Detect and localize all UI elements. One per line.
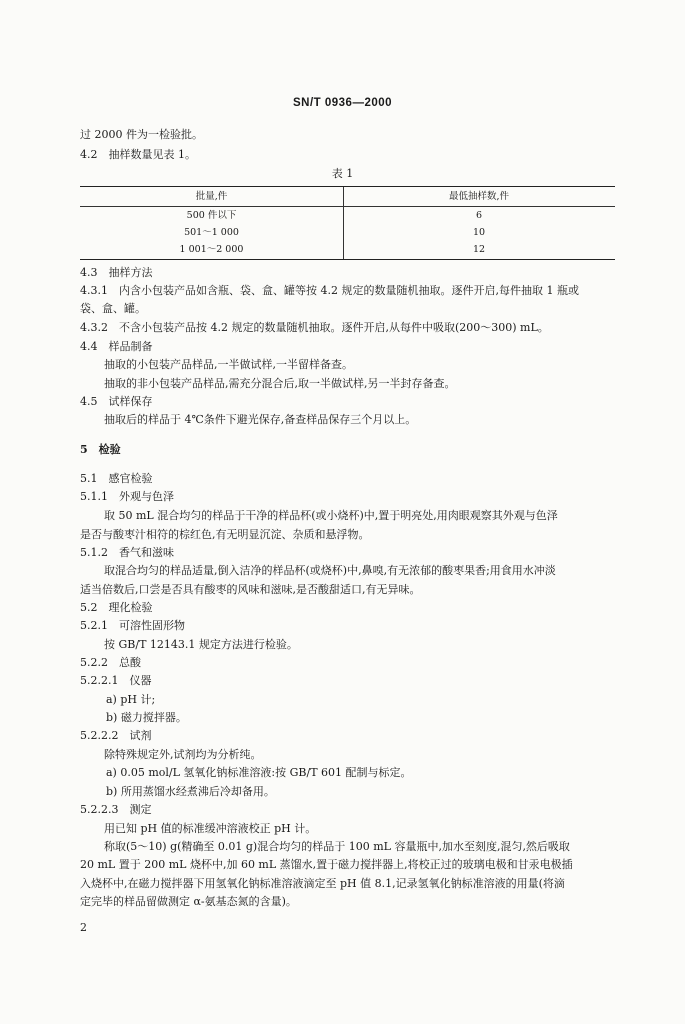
list-item: a) 0.05 mol/L 氢氧化钠标准溶液:按 GB/T 601 配制与标定。: [106, 766, 412, 779]
text-line: 抽取的非小包装产品样品,需充分混合后,取一半做试样,另一半封存备查。: [104, 377, 456, 390]
list-item: a) pH 计;: [106, 693, 156, 706]
heading-5: 5 检验: [80, 443, 121, 456]
page-number: 2: [80, 921, 87, 934]
text-line: 过 2000 件为一检验批。: [80, 128, 203, 141]
heading-4-5: 4.5 试样保存: [80, 395, 153, 408]
table-divider: [343, 187, 344, 259]
text-line: 定完毕的样品留做测定 α-氨基态氮的含量)。: [80, 895, 297, 908]
text-line: 按 GB/T 12143.1 规定方法进行检验。: [104, 638, 298, 651]
list-item: b) 磁力搅拌器。: [106, 711, 187, 724]
text-line: 适当倍数后,口尝是否具有酸枣的风味和滋味,是否酸甜适口,有无异味。: [80, 583, 421, 596]
text-line: 袋、盒、罐。: [80, 302, 146, 315]
table-cell-batch: 500 件以下: [186, 210, 237, 221]
text-line: 入烧杯中,在磁力搅拌器下用氢氧化钠标准溶液滴定至 pH 值 8.1,记录氢氧化钠标准溶液的用量(将滴: [80, 877, 565, 890]
table-cell-batch: 1 001～2 000: [179, 244, 244, 255]
text-line: 是否与酸枣汁相符的棕红色,有无明显沉淀、杂质和悬浮物。: [80, 528, 370, 541]
table-cell-batch: 501～1 000: [184, 227, 239, 238]
list-item: b) 所用蒸馏水经煮沸后冷却备用。: [106, 785, 275, 798]
text-line: 抽取后的样品于 4℃条件下避光保存,备查样品保存三个月以上。: [104, 413, 417, 426]
clause-4-2: 4.2 抽样数量见表 1。: [80, 148, 196, 161]
text-line: 除特殊规定外,试剂均为分析纯。: [104, 748, 262, 761]
text-line: 取 50 mL 混合均匀的样品于干净的样品杯(或小烧杯)中,置于明亮处,用肉眼观察其外观与色泽: [104, 509, 558, 522]
clause-4-3-1: 4.3.1 内含小包装产品如含瓶、袋、盒、罐等按 4.2 规定的数量随机抽取。逐件开启,每件抽取 1 瓶或: [80, 284, 579, 297]
text-line: 20 mL 置于 200 mL 烧杯中,加 60 mL 蒸馏水,置于磁力搅拌器上,将校正过的玻璃电极和甘汞电极插: [80, 858, 573, 871]
document-code: SN/T 0936—2000: [292, 97, 393, 109]
heading-5-1: 5.1 感官检验: [80, 472, 153, 485]
table-cell-min: 10: [472, 227, 486, 238]
sampling-table: [80, 186, 615, 260]
table-header-min: 最低抽样数,件: [448, 191, 510, 202]
heading-5-2-2: 5.2.2 总酸: [80, 656, 141, 669]
heading-5-1-2: 5.1.2 香气和滋味: [80, 546, 174, 559]
heading-4-3: 4.3 抽样方法: [80, 266, 153, 279]
table-cell-min: 12: [472, 244, 486, 255]
table-header-rule: [80, 206, 615, 207]
heading-4-4: 4.4 样品制备: [80, 340, 153, 353]
heading-5-2: 5.2 理化检验: [80, 601, 153, 614]
text-line: 抽取的小包装产品样品,一半做试样,一半留样备查。: [104, 358, 353, 371]
heading-5-2-2-2: 5.2.2.2 试剂: [80, 729, 152, 742]
table-cell-min: 6: [475, 210, 483, 221]
heading-5-2-2-1: 5.2.2.1 仪器: [80, 674, 152, 687]
text-line: 取混合均匀的样品适量,倒入洁净的样品杯(或烧杯)中,鼻嗅,有无浓郁的酸枣果香;用食用水冲淡: [104, 564, 556, 577]
heading-5-1-1: 5.1.1 外观与色泽: [80, 490, 174, 503]
text-line: 用已知 pH 值的标准缓冲溶液校正 pH 计。: [104, 822, 317, 835]
table-header-batch: 批量,件: [195, 191, 228, 202]
text-line: 称取(5～10) g(精确至 0.01 g)混合均匀的样品于 100 mL 容量瓶中,加水至刻度,混匀,然后吸取: [104, 840, 570, 853]
heading-5-2-1: 5.2.1 可溶性固形物: [80, 619, 185, 632]
heading-5-2-2-3: 5.2.2.3 测定: [80, 803, 152, 816]
table-caption: 表 1: [331, 167, 354, 180]
clause-4-3-2: 4.3.2 不含小包装产品按 4.2 规定的数量随机抽取。逐件开启,从每件中吸取(200～300) mL。: [80, 321, 549, 334]
